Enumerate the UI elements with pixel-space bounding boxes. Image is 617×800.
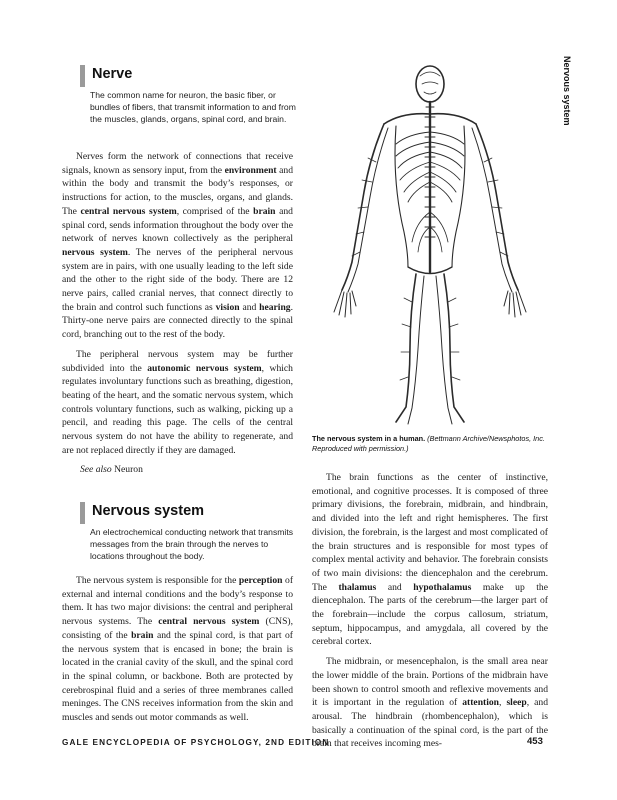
heading-bar: [80, 65, 85, 87]
bold-term: environment: [224, 164, 277, 176]
bold-term: vision: [215, 301, 240, 313]
nervous-system-heading: [80, 503, 298, 520]
bold-term: autonomic nervous system: [147, 362, 262, 374]
bold-term: brain: [253, 205, 276, 217]
bold-term: central nervous system: [158, 616, 260, 628]
see-also-link[interactable]: Neuron: [114, 464, 143, 476]
nervous-system-body-right: [312, 471, 548, 757]
nervous-system-definition: An electrochemical conducting network that transmits messages from the brain through the nerves to locations throughout the body.: [90, 527, 294, 561]
bold-term: sleep: [506, 697, 527, 709]
nerve-body: [62, 150, 293, 483]
nervous-system-body-left: [62, 574, 293, 731]
nervous-system-paragraph-3: The midbrain, or mesencephalon, is the small area near the lower middle of the brain. Portions of the midbrain have been shown to control smooth and reflexive movements and it is important in the regulation of attention, sleep, and arousal. The hindbrain (rhombencephalon), which is basically a continuation of the spinal cord, is the part of the brain that receives incoming mes-: [312, 656, 548, 750]
caption-credit: (Bettmann Archive/Newsphotos, Inc. Reproduced with permission.): [312, 434, 545, 453]
bold-term: hearing: [259, 301, 291, 313]
nervous-system-entry-header: [80, 503, 298, 562]
page-number: 453: [527, 736, 543, 747]
nerve-paragraph-2: The peripheral nervous system may be further subdivided into the autonomic nervous system, which regulates involuntary functions such as breathing, digestion, beating of the heart, and the somatic nervous system, which controls voluntary functions, such as walking, picking up a pencil, and reading this page. The cells of the central nervous system do not have the ability to regenerate, and are not replaced directly if they are damaged.: [62, 348, 293, 456]
section-side-tab: Nervous system: [562, 56, 572, 126]
bold-term: central nervous system: [80, 205, 177, 217]
bold-term: hypothalamus: [413, 581, 472, 593]
bold-term: thalamus: [338, 581, 377, 593]
nervous-system-title: Nervous system: [92, 503, 205, 519]
bold-term: brain: [131, 629, 154, 641]
nerve-heading: [80, 66, 298, 83]
nerve-title: Nerve: [92, 66, 133, 82]
nervous-system-paragraph-1: The nervous system is responsible for the perception of external and internal conditions and the body’s response to them. It has two major divisions: the central and peripheral nervous systems. The central nervous system (CNS), consisting of the brain and the spinal cord, is that part of the nervous system that is encased in bone; the brain is located in the cranial cavity of the skull, and the spinal cord in the spinal column, or backbone. Both are protected by cerebrospinal fluid and a series of three membranes called meninges. The CNS receives information from the skin and muscles and sends out motor commands as well.: [62, 575, 294, 724]
bold-term: perception: [238, 575, 283, 586]
nervous-system-paragraph-2: The brain functions as the center of instinctive, emotional, and cognitive processes. It is composed of three primary divisions, the forebrain, midbrain, and hindbrain, and divided into the left and right hemispheres. The first division, the forebrain, is the largest and most complicated of the brain structures and is responsible for most types of complex mental activity and behavior. The forebrain consists of two main divisions: the diencephalon and the cerebrum. The thalamus and hypothalamus make up the diencephalon. The parts of the cerebrum—the larger part of the forebrain—include the corpus callosum, striatum, septum, hippocampus, and amygdala, all covered by the cerebral cortex.: [312, 472, 548, 648]
nerve-entry-header: [80, 66, 298, 125]
footer-publication: GALE ENCYCLOPEDIA OF PSYCHOLOGY, 2ND EDITION: [62, 738, 330, 747]
nervous-system-illustration: [312, 62, 548, 430]
heading-bar: [80, 502, 85, 524]
caption-title: The nervous system in a human.: [312, 434, 426, 443]
nervous-system-figure: [312, 62, 548, 430]
bold-term: nervous system: [62, 246, 128, 258]
nerve-see-also: [62, 463, 293, 477]
see-also-label: See also: [80, 464, 112, 476]
figure-caption: [312, 434, 548, 454]
bold-term: attention: [462, 697, 500, 709]
nerve-definition: The common name for neuron, the basic fiber, or bundles of fibers, that transmit information to and from the muscles, glands, organs, spinal cord, and brain.: [90, 90, 296, 124]
nerve-paragraph-1: Nerves form the network of connections that receive signals, known as sensory input, from the environment and within the body and transmit the body’s responses, or instructions for action, to the muscles, organs, and glands. The central nervous system, comprised of the brain and spinal cord, sends information throughout the body over the network of nerves known collectively as the peripheral nervous system. The nerves of the peripheral nervous system are in pairs, with one usually leading to the left side and the other to the right side of the body. There are 12 nerve pairs, called cranial nerves, that connect directly to the brain and control such functions as vision and hearing. Thirty-one nerve pairs are connected directly to the spinal cord, branching out to the rest of the body.: [62, 151, 293, 341]
